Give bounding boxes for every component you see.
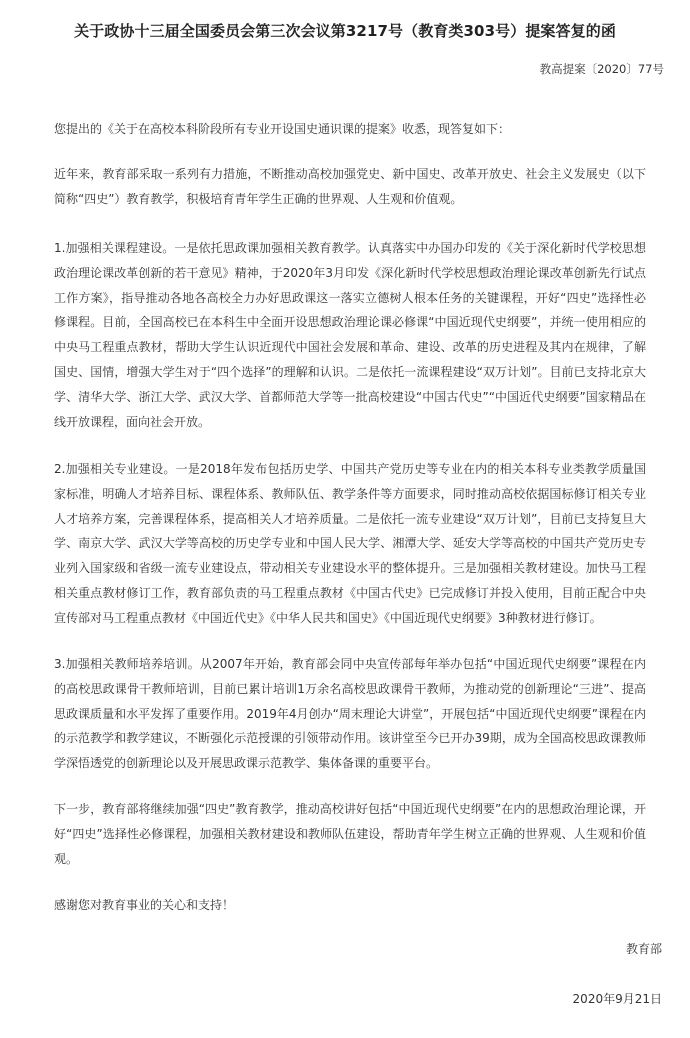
document-number: 教高提案〔2020〕77号	[539, 62, 664, 76]
closing-thanks: 感谢您对教育事业的关心和支持！	[54, 898, 235, 912]
paragraph-major-construction: 2.加强相关专业建设。一是2018年发布包括历史学、中国共产党历史等专业在内的相关本科专业类教学质量国家标准，明确人才培养目标、课程体系、教师队伍、教学条件等方面要求，同时推动高校依据国标修订相关专业人才培养方案，完善课程体系，提高相关人才培养质量。二是依托一流专业建设“双万计划”，目前已支持复旦大学、南京大学、武汉大学等高校的历史学专业和中国人民大学、湘潭大学、延安大学等高校的中国共产党历史专业列入国家级和省级一流专业建设点，带动相关专业建设水平的整体提升。三是加强相关教材建设。加快马工程相关重点教材修订工作，教育部负责的马工程重点教材《中国古代史》已完成修订并投入使用，目前正配合中央宣传部对马工程重点教材《中国近代史》《中华人民共和国史》《中国近现代史纲要》3种教材进行修订。	[54, 462, 646, 625]
paragraph-next-steps: 下一步，教育部将继续加强“四史”教育教学，推动高校讲好包括“中国近现代史纲要”在内的思想政治理论课，开好“四史”选择性必修课程，加强相关教材建设和教师队伍建设，帮助青年学生树立正确的世界观、人生观和价值观。	[54, 802, 646, 866]
salutation: 您提出的《关于在高校本科阶段所有专业开设国史通识课的提案》收悉，现答复如下：	[54, 122, 511, 136]
paragraph-course-construction: 1.加强相关课程建设。一是依托思政课加强相关教育教学。认真落实中办国办印发的《关于深化新时代学校思想政治理论课改革创新的若干意见》精神，于2020年3月印发《深化新时代学校思想政治理论课改革创新先行试点工作方案》，指导推动各地各高校全力办好思政课这一落实立德树人根本任务的关键课程，开好“四史”选择性必修课程。目前，全国高校已在本科生中全面开设思想政治理论课必修课“中国近现代史纲要”，并统一使用相应的中央马工程重点教材，帮助大学生认识近现代中国社会发展和革命、建设、改革的历史进程及其内在规律，了解国史、国情，增强大学生对于“四个选择”的理解和认识。二是依托一流课程建设“双万计划”。目前已支持北京大学、清华大学、浙江大学、武汉大学、首都师范大学等一批高校建设“中国古代史”“中国近代史纲要”国家精品在线开放课程，面向社会开放。	[54, 241, 646, 429]
paragraph-teacher-training: 3.加强相关教师培养培训。从2007年开始，教育部会同中央宣传部每年举办包括“中国近现代史纲要”课程在内的高校思政课骨干教师培训，目前已累计培训1万余名高校思政课骨干教师，为推动党的创新理论“三进”、提高思政课质量和水平发挥了重要作用。2019年4月创办“周末理论大讲堂”，开展包括“中国近现代史纲要”课程在内的示范教学和教学建议，不断强化示范授课的引领带动作用。该讲堂至今已开办39期，成为全国高校思政课教师学深悟透党的创新理论以及开展思政课示范教学、集体备课的重要平台。	[54, 657, 646, 771]
paragraph-intro: 近年来，教育部采取一系列有力措施，不断推动高校加强党史、新中国史、改革开放史、社会主义发展史（以下简称“四史”）教育教学，积极培育青年学生正确的世界观、人生观和价值观。	[54, 167, 646, 206]
document-title: 关于政协十三届全国委员会第三次会议第3217号（教育类303号）提案答复的函	[74, 22, 616, 40]
signature: 教育部	[625, 942, 662, 956]
document-date: 2020年9月21日	[572, 992, 662, 1006]
